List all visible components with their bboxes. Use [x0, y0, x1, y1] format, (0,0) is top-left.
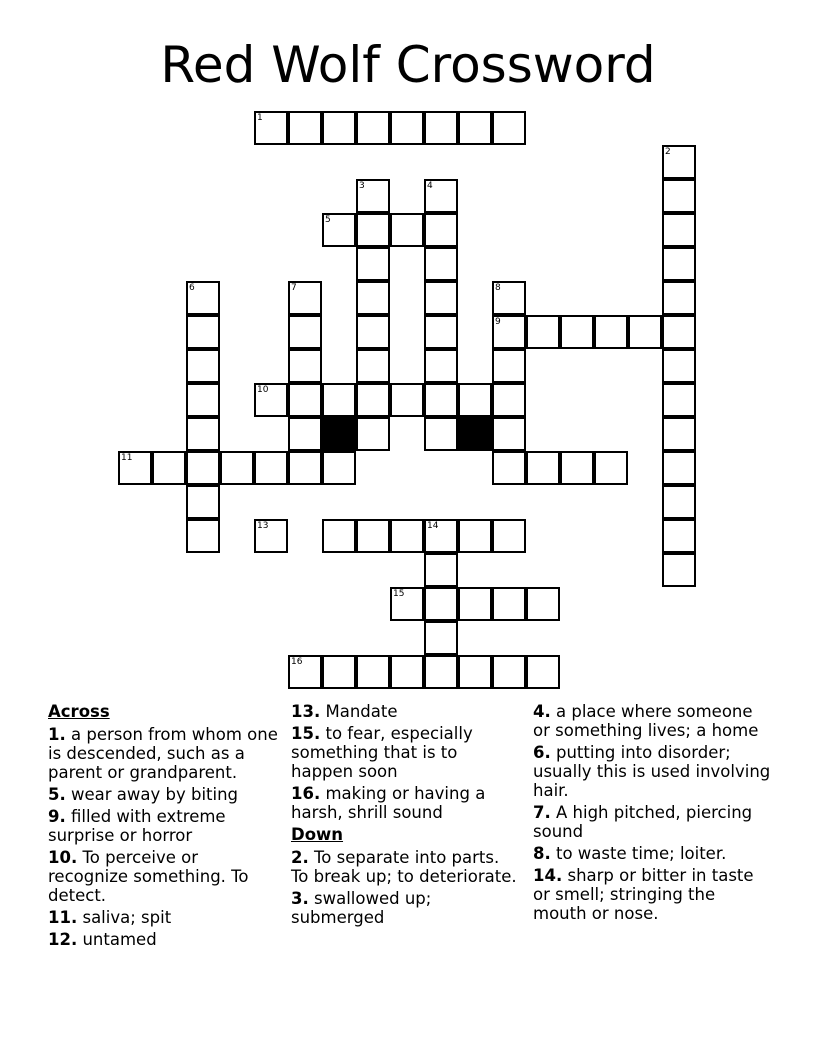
grid-cell[interactable]: [186, 383, 220, 417]
grid-cell[interactable]: [390, 587, 424, 621]
clue-num: 6.: [533, 743, 551, 762]
grid-cell[interactable]: [662, 213, 696, 247]
grid-cell[interactable]: [492, 281, 526, 315]
grid-cell[interactable]: [458, 655, 492, 689]
clue-num: 8.: [533, 844, 551, 863]
grid-cell[interactable]: [356, 247, 390, 281]
clue-text: a place where someone or something lives; a home: [533, 702, 759, 740]
clue-text: sharp or bitter in taste or smell; stringing the mouth or nose.: [533, 866, 754, 923]
grid-cell[interactable]: [628, 315, 662, 349]
grid-cell[interactable]: [492, 349, 526, 383]
grid-cell[interactable]: [288, 349, 322, 383]
across-clue-13: [291, 702, 521, 721]
grid-cell[interactable]: [662, 349, 696, 383]
clue-number-9: 9: [495, 317, 501, 327]
clue-num: 16.: [291, 784, 321, 803]
grid-cell[interactable]: [662, 179, 696, 213]
grid-cell[interactable]: [356, 655, 390, 689]
clue-number-7: 7: [291, 283, 297, 293]
grid-cell[interactable]: [356, 179, 390, 213]
grid-cell[interactable]: [424, 519, 458, 553]
clue-text: wear away by biting: [65, 785, 239, 804]
grid-cell[interactable]: [322, 213, 356, 247]
grid-cell[interactable]: [662, 417, 696, 451]
down-heading: Down: [291, 825, 344, 844]
grid-cell[interactable]: [560, 451, 594, 485]
clue-num: 2.: [291, 848, 309, 867]
clue-column-2: [291, 702, 521, 930]
clue-number-5: 5: [325, 215, 331, 225]
grid-cell[interactable]: [288, 315, 322, 349]
clue-text: A high pitched, piercing sound: [533, 803, 753, 841]
clue-text: to fear, especially something that is to happen soon: [291, 724, 473, 781]
clue-num: 4.: [533, 702, 551, 721]
clue-column-1: [48, 702, 278, 952]
grid-cell[interactable]: [254, 111, 288, 145]
clue-text: To separate into parts. To break up; to deteriorate.: [291, 848, 517, 886]
clue-text: Mandate: [320, 702, 398, 721]
grid-cell[interactable]: [186, 485, 220, 519]
grid-cell[interactable]: [356, 417, 390, 451]
across-clue-11: [48, 908, 278, 927]
grid-cell[interactable]: [424, 655, 458, 689]
grid-cell[interactable]: [390, 655, 424, 689]
puzzle-title: Red Wolf Crossword: [160, 36, 656, 94]
grid-cell[interactable]: [152, 451, 186, 485]
clue-number-1: 1: [257, 113, 263, 123]
grid-cell[interactable]: [424, 383, 458, 417]
grid-cell[interactable]: [424, 111, 458, 145]
grid-cell[interactable]: [526, 451, 560, 485]
grid-cell[interactable]: [594, 315, 628, 349]
grid-cell[interactable]: [662, 519, 696, 553]
clue-num: 10.: [48, 848, 78, 867]
grid-cell[interactable]: [254, 383, 288, 417]
grid-cell[interactable]: [390, 383, 424, 417]
grid-cell[interactable]: [390, 111, 424, 145]
grid-cell[interactable]: [356, 315, 390, 349]
grid-cell[interactable]: [356, 519, 390, 553]
grid-cell[interactable]: [254, 519, 288, 553]
clue-text: putting into disorder; usually this is used involving hair.: [533, 743, 771, 800]
grid-cell[interactable]: [662, 485, 696, 519]
grid-cell[interactable]: [594, 451, 628, 485]
grid-cell[interactable]: [288, 281, 322, 315]
grid-cell[interactable]: [322, 519, 356, 553]
across-clue-9: [48, 807, 278, 845]
grid-cell[interactable]: [322, 451, 356, 485]
grid-cell[interactable]: [186, 417, 220, 451]
clue-num: 11.: [48, 908, 78, 927]
grid-cell[interactable]: [424, 315, 458, 349]
grid-cell[interactable]: [662, 451, 696, 485]
grid-cell[interactable]: [492, 111, 526, 145]
grid-cell[interactable]: [458, 519, 492, 553]
down-clue-8: [533, 844, 773, 863]
grid-cell[interactable]: [424, 553, 458, 587]
grid-cell[interactable]: [424, 179, 458, 213]
down-clue-2: [291, 848, 521, 886]
grid-cell[interactable]: [458, 383, 492, 417]
grid-cell[interactable]: [662, 145, 696, 179]
grid-cell[interactable]: [424, 587, 458, 621]
grid-cell[interactable]: [186, 519, 220, 553]
clue-text: saliva; spit: [77, 908, 172, 927]
clue-number-3: 3: [359, 181, 365, 191]
grid-cell[interactable]: [492, 383, 526, 417]
clue-number-13: 13: [257, 521, 269, 531]
grid-cell[interactable]: [186, 451, 220, 485]
grid-cell[interactable]: [424, 417, 458, 451]
clue-num: 9.: [48, 807, 66, 826]
grid-cell[interactable]: [492, 417, 526, 451]
grid-cell[interactable]: [492, 315, 526, 349]
down-clue-6: [533, 743, 773, 800]
grid-cell[interactable]: [356, 281, 390, 315]
across-clue-1: [48, 725, 278, 782]
grid-cell[interactable]: [662, 315, 696, 349]
clue-number-16: 16: [291, 657, 303, 667]
grid-cell[interactable]: [288, 655, 322, 689]
grid-cell[interactable]: [186, 349, 220, 383]
down-clue-3: [291, 889, 521, 927]
grid-cell[interactable]: [322, 655, 356, 689]
down-clue-7: [533, 803, 773, 841]
grid-cell[interactable]: [526, 655, 560, 689]
across-clue-12: [48, 930, 278, 949]
clue-text: swallowed up; submerged: [291, 889, 432, 927]
down-clue-list-cont: [533, 702, 773, 923]
grid-cell[interactable]: [424, 213, 458, 247]
black-square: [322, 417, 356, 451]
clue-num: 12.: [48, 930, 78, 949]
across-clue-list: [48, 725, 278, 949]
grid-cell[interactable]: [390, 213, 424, 247]
grid-cell[interactable]: [288, 111, 322, 145]
clue-number-11: 11: [121, 453, 133, 463]
grid-cell[interactable]: [424, 247, 458, 281]
grid-cell[interactable]: [220, 451, 254, 485]
clue-number-2: 2: [665, 147, 671, 157]
clue-text: To perceive or recognize something. To detect.: [48, 848, 249, 905]
down-clue-list: [291, 848, 521, 927]
grid-cell[interactable]: [492, 587, 526, 621]
grid-cell[interactable]: [662, 281, 696, 315]
down-clue-4: [533, 702, 773, 740]
grid-cell[interactable]: [560, 315, 594, 349]
grid-cell[interactable]: [662, 553, 696, 587]
grid-cell[interactable]: [356, 383, 390, 417]
clue-num: 7.: [533, 803, 551, 822]
across-clue-list-cont: [291, 702, 521, 822]
clue-text: to waste time; loiter.: [550, 844, 727, 863]
across-clue-10: [48, 848, 278, 905]
grid-cell[interactable]: [322, 383, 356, 417]
grid-cell[interactable]: [288, 451, 322, 485]
across-heading: Across: [48, 702, 110, 721]
clue-num: 14.: [533, 866, 563, 885]
grid-cell[interactable]: [288, 417, 322, 451]
clue-text: a person from whom one is descended, such as a parent or grandparent.: [48, 725, 278, 782]
grid-cell[interactable]: [492, 655, 526, 689]
grid-cell[interactable]: [424, 281, 458, 315]
clue-number-6: 6: [189, 283, 195, 293]
clue-num: 13.: [291, 702, 321, 721]
grid-cell[interactable]: [492, 451, 526, 485]
grid-cell[interactable]: [186, 281, 220, 315]
grid-cell[interactable]: [458, 587, 492, 621]
grid-cell[interactable]: [186, 315, 220, 349]
grid-cell[interactable]: [458, 111, 492, 145]
clue-text: untamed: [77, 930, 157, 949]
clue-number-14: 14: [427, 521, 439, 531]
across-clue-15: [291, 724, 521, 781]
grid-cell[interactable]: [526, 587, 560, 621]
grid-cell[interactable]: [322, 111, 356, 145]
grid-cell[interactable]: [288, 383, 322, 417]
grid-cell[interactable]: [662, 383, 696, 417]
grid-cell[interactable]: [356, 349, 390, 383]
grid-cell[interactable]: [424, 349, 458, 383]
grid-cell[interactable]: [356, 213, 390, 247]
clue-text: making or having a harsh, shrill sound: [291, 784, 486, 822]
across-clue-5: [48, 785, 278, 804]
grid-cell[interactable]: [492, 519, 526, 553]
clue-number-8: 8: [495, 283, 501, 293]
clue-num: 3.: [291, 889, 309, 908]
clue-text: filled with extreme surprise or horror: [48, 807, 226, 845]
clue-num: 15.: [291, 724, 321, 743]
clue-column-3: [533, 702, 773, 926]
grid-cell[interactable]: [356, 111, 390, 145]
clue-number-4: 4: [427, 181, 433, 191]
grid-cell[interactable]: [662, 247, 696, 281]
grid-cell[interactable]: [424, 621, 458, 655]
clue-number-10: 10: [257, 385, 269, 395]
clue-num: 5.: [48, 785, 66, 804]
grid-cell[interactable]: [390, 519, 424, 553]
down-clue-14: [533, 866, 773, 923]
clue-number-15: 15: [393, 589, 405, 599]
grid-cell[interactable]: [526, 315, 560, 349]
grid-cell[interactable]: [254, 451, 288, 485]
across-clue-16: [291, 784, 521, 822]
black-square: [458, 417, 492, 451]
grid-cell[interactable]: [118, 451, 152, 485]
clue-num: 1.: [48, 725, 66, 744]
